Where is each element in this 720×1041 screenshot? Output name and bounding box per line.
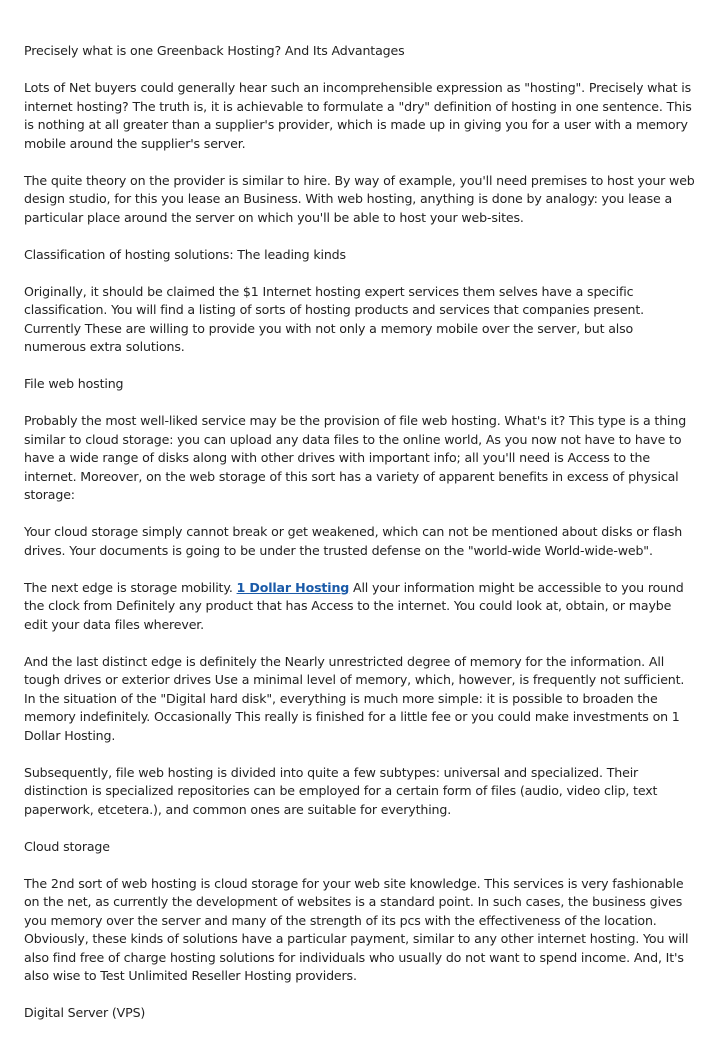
heading-cloud-storage: Cloud storage xyxy=(24,838,110,854)
paragraph-subtypes: Subsequently, file web hosting is divided into quite a few subtypes: universal and specialized. Their distinction is specialized repositories can be employed for a certain form of files (audio, video clip, text paperwork, etcetera.), and common ones are suitable for everything. xyxy=(24,764,658,817)
paragraph-cloud-storage: The 2nd sort of web hosting is cloud storage for your web site knowledge. This services is very fashionable on the net, as currently the development of websites is a standard point. In such cases, the business gives you memory over the server and many of the strength of its pcs with the effectiveness of the location. Obviously, these kinds of solutions have a particular payment, similar to any other internet hosting. You will also find free of charge hosting solutions for individuals who usually do not want to spend income. And, It's also wise to Test Unlimited Reseller Hosting providers. xyxy=(24,875,689,983)
paragraph-theory: The quite theory on the provider is similar to hire. By way of example, you'll need premises to host your web design studio, for this you lease an Business. With web hosting, anything is done by analogy: you lease a particular place around the server on which you'll be able to host your web-sites. xyxy=(24,172,695,225)
paragraph-intro: Lots of Net buyers could generally hear such an incomprehensible expression as "hosting". Precisely what is internet hosting? The truth is, it is achievable to formulate a "dry" definition of hosting in one sentence. This is nothing at all greater than a supplier's provider, which is made up in giving you for a user with a memory mobile around the supplier's server. xyxy=(24,80,692,151)
document-title: Precisely what is one Greenback Hosting? And Its Advantages xyxy=(24,43,405,58)
one-dollar-hosting-link[interactable]: 1 Dollar Hosting xyxy=(236,579,350,595)
paragraph-file-hosting: Probably the most well-liked service may be the provision of file web hosting. What's it? This type is a thing similar to cloud storage: you can upload any data files to the online world, As you now not have to have to have a wide range of disks along with other drives with important info; all you'll need is Access to the internet. Moreover, on the web storage of this sort has a variety of apparent benefits in excess of physical storage: xyxy=(24,413,687,502)
heading-classification: Classification of hosting solutions: The leading kinds xyxy=(24,246,346,262)
heading-vps: Digital Server (VPS) xyxy=(24,1005,146,1020)
mobility-text-before: The next edge is storage mobility. xyxy=(24,579,237,595)
paragraph-mobility xyxy=(24,579,696,635)
paragraph-cloud-safety: Your cloud storage simply cannot break or get weakened, which can not be mentioned about disks or flash drives. Your documents is going to be under the trusted defense on the "world-wide World-wide-web". xyxy=(24,524,683,558)
mobility-text-after: All your information might be accessible to you round the clock from Definitely any product that has Access to the internet. You could look at, obtain, or maybe edit your data files wherever. xyxy=(24,579,684,632)
paragraph-classification: Originally, it should be claimed the $1 Internet hosting expert services them selves have a specific classification. You will find a listing of sorts of hosting products and services that companies present. Currently These are willing to provide you with not only a memory mobile over the server, but also numerous extra solutions. xyxy=(24,283,644,354)
document-page xyxy=(24,42,696,1041)
paragraph-memory: And the last distinct edge is definitely the Nearly unrestricted degree of memory for the information. All tough drives or exterior drives Use a minimal level of memory, which, however, is frequently not sufficient. In the situation of the "Digital hard disk", everything is much more simple: it is possible to broaden the memory indefinitely. Occasionally This really is finished for a little fee or you could make investments on 1 Dollar Hosting. xyxy=(24,653,685,743)
heading-file-hosting: File web hosting xyxy=(24,376,124,391)
